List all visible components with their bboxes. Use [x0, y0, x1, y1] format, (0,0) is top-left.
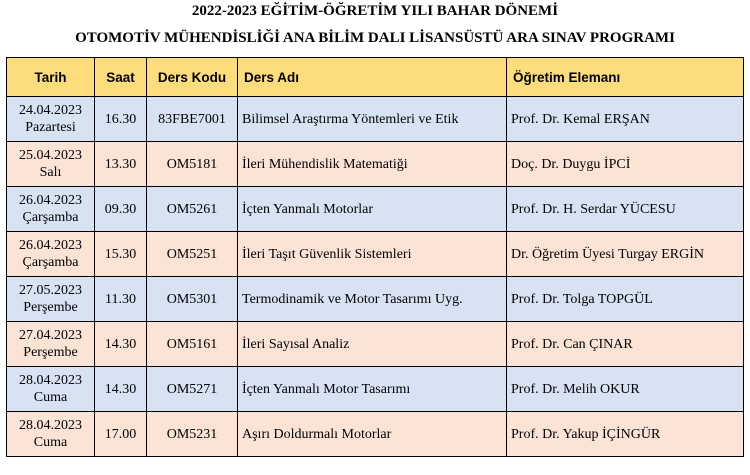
course-name: İçten Yanmalı Motor Tasarımı: [238, 367, 507, 412]
course-code: OM5301: [147, 277, 238, 322]
instructor-name: Dr. Öğretim Üyesi Turgay ERGİN: [507, 232, 744, 277]
table-row: [7, 232, 744, 277]
exam-time: 14.30: [95, 322, 147, 367]
exam-date-cell: [7, 97, 95, 142]
table-row: [7, 412, 744, 457]
document-title: 2022-2023 EĞİTİM-ÖĞRETİM YILI BAHAR DÖNEMİ: [191, 3, 559, 19]
exam-day: Salı: [39, 165, 62, 180]
exam-day: Perşembe: [23, 345, 78, 360]
course-name: İleri Taşıt Güvenlik Sistemleri: [238, 232, 507, 277]
table-header-row: [7, 58, 744, 97]
column-header-time: Saat: [95, 58, 147, 97]
exam-time: 13.30: [95, 142, 147, 187]
instructor-name: Prof. Dr. Yakup İÇİNGÜR: [507, 412, 744, 457]
exam-date-cell: [7, 412, 95, 457]
exam-date: 28.04.2023: [19, 418, 82, 433]
table-row: [7, 277, 744, 322]
course-code: OM5161: [147, 322, 238, 367]
course-name: Termodinamik ve Motor Tasarımı Uyg.: [238, 277, 507, 322]
course-name: İçten Yanmalı Motorlar: [238, 187, 507, 232]
exam-date-cell: [7, 277, 95, 322]
table-row: [7, 367, 744, 412]
exam-time: 11.30: [95, 277, 147, 322]
exam-day: Perşembe: [23, 300, 78, 315]
exam-time: 17.00: [95, 412, 147, 457]
instructor-name: Prof. Dr. Tolga TOPGÜL: [507, 277, 744, 322]
exam-time: 09.30: [95, 187, 147, 232]
exam-time: 15.30: [95, 232, 147, 277]
table-row: [7, 142, 744, 187]
instructor-name: Prof. Dr. Melih OKUR: [507, 367, 744, 412]
column-header-course-name: Ders Adı: [238, 58, 507, 97]
exam-date-cell: [7, 187, 95, 232]
table-row: [7, 97, 744, 142]
exam-date: 27.05.2023: [19, 283, 82, 298]
exam-day: Cuma: [33, 435, 68, 450]
exam-day: Cuma: [33, 390, 68, 405]
exam-day: Çarşamba: [22, 255, 79, 270]
column-header-date: Tarih: [7, 58, 95, 97]
exam-schedule-table: [6, 57, 744, 457]
exam-date-cell: [7, 367, 95, 412]
column-header-instructor: Öğretim Elemanı: [507, 58, 744, 97]
exam-date: 27.04.2023: [19, 328, 82, 343]
course-code: 83FBE7001: [147, 97, 238, 142]
course-code: OM5251: [147, 232, 238, 277]
document-subtitle: OTOMOTİV MÜHENDİSLİĞİ ANA BİLİM DALI LİSANSÜSTÜ ARA SINAV PROGRAMI: [75, 30, 675, 46]
course-code: OM5231: [147, 412, 238, 457]
course-name: İleri Sayısal Analiz: [238, 322, 507, 367]
exam-date-cell: [7, 322, 95, 367]
exam-day: Pazartesi: [25, 120, 76, 135]
instructor-name: Prof. Dr. Kemal ERŞAN: [507, 97, 744, 142]
exam-time: 14.30: [95, 367, 147, 412]
exam-date-cell: [7, 232, 95, 277]
exam-date: 26.04.2023: [19, 238, 82, 253]
column-header-code: Ders Kodu: [147, 58, 238, 97]
exam-time: 16.30: [95, 97, 147, 142]
instructor-name: Prof. Dr. Can ÇINAR: [507, 322, 744, 367]
course-code: OM5181: [147, 142, 238, 187]
exam-date: 28.04.2023: [19, 373, 82, 388]
course-code: OM5261: [147, 187, 238, 232]
course-name: İleri Mühendislik Matematiği: [238, 142, 507, 187]
table-row: [7, 187, 744, 232]
exam-day: Çarşamba: [22, 210, 79, 225]
exam-date: 24.04.2023: [19, 103, 82, 118]
course-name: Aşırı Doldurmalı Motorlar: [238, 412, 507, 457]
table-row: [7, 322, 744, 367]
course-name: Bilimsel Araştırma Yöntemleri ve Etik: [238, 97, 507, 142]
course-code: OM5271: [147, 367, 238, 412]
exam-date-cell: [7, 142, 95, 187]
exam-date: 26.04.2023: [19, 193, 82, 208]
exam-date: 25.04.2023: [19, 148, 82, 163]
instructor-name: Prof. Dr. H. Serdar YÜCESU: [507, 187, 744, 232]
instructor-name: Doç. Dr. Duygu İPCİ: [507, 142, 744, 187]
